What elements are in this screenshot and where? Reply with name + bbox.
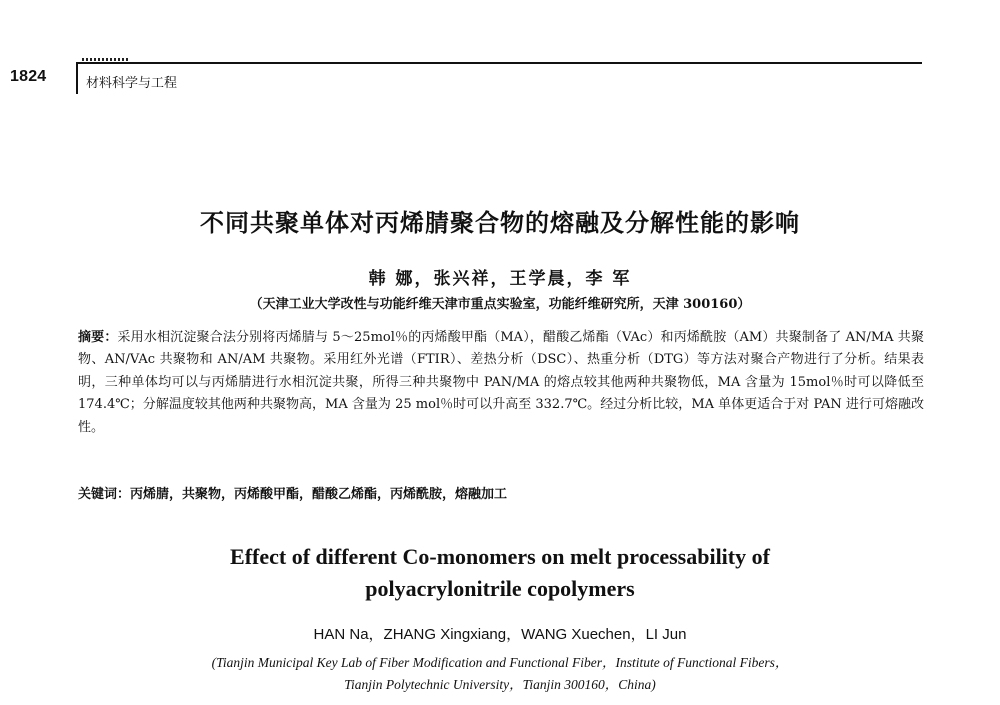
title-chinese: 不同共聚单体对丙烯腈聚合物的熔融及分解性能的影响 [200, 209, 800, 237]
page-number: 1824 [10, 68, 47, 85]
affiliation-english-line1: (Tianjin Municipal Key Lab of Fiber Modification and Functional Fiber，Institute of Functional Fibers， [211, 655, 789, 670]
authors-chinese: 韩 娜，张兴祥，王学晨，李 军 [368, 269, 632, 289]
header-decoration [82, 58, 130, 61]
title-english-line2: polyacrylonitrile copolymers [365, 576, 635, 601]
header-rule [76, 62, 922, 64]
keywords-chinese [78, 483, 924, 502]
title-english [0, 541, 1000, 605]
abstract-label: 摘要： [78, 330, 118, 345]
header-divider [76, 62, 78, 94]
title-english-line1: Effect of different Co-monomers on melt processability of [230, 544, 770, 569]
abstract-text: 采用水相沉淀聚合法分别将丙烯腈与 5～25mol％的丙烯酸甲酯（MA），醋酸乙烯酯（VAc）和丙烯酰胺（AM）共聚制备了 AN/MA 共聚物、AN/VAc 共聚物和 AN/AM 共聚物。采用红外光谱（FTIR）、差热分析（DSC）、热重分析（DTG）等方法对聚合产物进行了分析。结果表明，三种单体均可以与丙烯腈进行水相沉淀共聚，所得三种共聚物中 PAN/MA 的熔点较其他两种共聚物低，MA 含量为 15mol％时可以降低至 174.4℃；分解温度较其他两种共聚物高，MA 含量为 25 mol％时可以升高至 332.7℃。经过分析比较，MA 单体更适合于对 PAN 进行可熔融改性。 [78, 330, 924, 435]
affiliation-english-line2: Tianjin Polytechnic University，Tianjin 300160，China) [344, 677, 656, 692]
journal-name: 材料科学与工程 [86, 76, 178, 91]
keywords-label: 关键词： [78, 487, 131, 502]
authors-english: HAN Na，ZHANG Xingxiang，WANG Xuechen，LI Jun [313, 626, 687, 643]
keywords-text: 丙烯腈，共聚物，丙烯酸甲酯，醋酸乙烯酯，丙烯酰胺，熔融加工 [130, 487, 508, 502]
abstract-chinese [78, 327, 924, 439]
affiliation-chinese: （天津工业大学改性与功能纤维天津市重点实验室，功能纤维研究所，天津 300160） [249, 297, 751, 312]
affiliation-english [0, 652, 1000, 696]
